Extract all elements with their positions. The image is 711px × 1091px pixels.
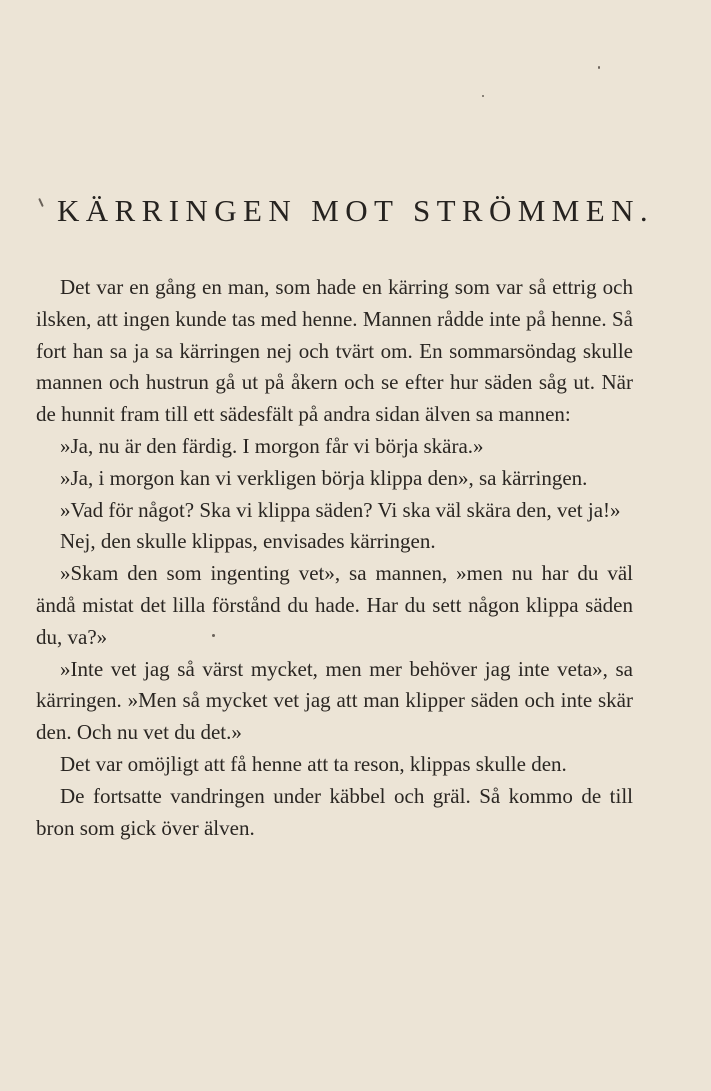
story-text <box>36 272 633 844</box>
paragraph: »Ja, nu är den färdig. I morgon får vi börja skära.» <box>60 433 484 458</box>
paragraph: »Ja, i morgon kan vi verkligen börja klippa den», sa kärringen. <box>60 465 588 490</box>
paragraph: »Skam den som ingenting vet», sa mannen, »men nu har du väl ändå mistat det lilla förstånd du hade. Har du sett någon klippa säden du, va?» <box>36 561 633 649</box>
paragraph: »Inte vet jag så värst mycket, men mer behöver jag inte veta», sa kärringen. »Men så mycket vet jag att man klipper säden och inte skär den. Och nu vet du det.» <box>36 656 633 745</box>
paragraph: »Vad för något? Ska vi klippa säden? Vi ska väl skära den, vet ja!» <box>60 497 621 522</box>
paragraph: De fortsatte vandringen under käbbel och gräl. Så kommo de till bron som gick över älven. <box>36 783 633 840</box>
chapter-title: KÄRRINGEN MOT STRÖMMEN. <box>56 193 655 228</box>
paragraph: Det var en gång en man, som hade en kärring som var så ettrig och ilsken, att ingen kunde tas med henne. Mannen rådde inte på henne. Så fort han sa ja sa kärringen nej och tvärt om. En sommarsöndag skulle mannen och hustrun gå ut på åkern och se efter hur säden såg ut. När de hunnit fram till ett sädesfält på andra sidan älven sa mannen: <box>36 275 633 427</box>
paragraph: Nej, den skulle klippas, envisades kärringen. <box>60 529 436 554</box>
paragraph: Det var omöjligt att få henne att ta reson, klippas skulle den. <box>60 751 567 776</box>
ink-speck <box>482 95 484 97</box>
ink-speck <box>598 66 600 69</box>
